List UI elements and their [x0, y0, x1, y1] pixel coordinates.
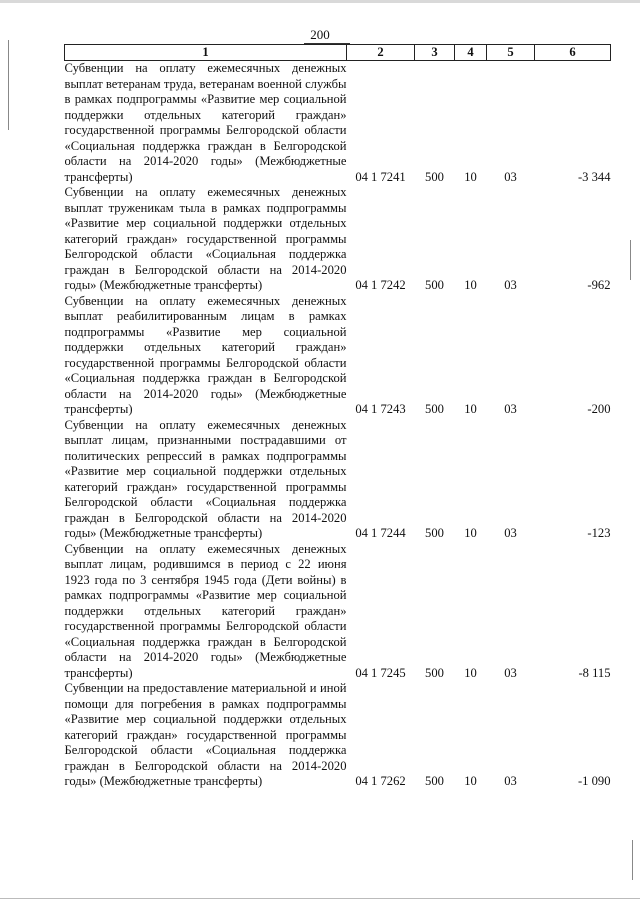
- column-header-2: 2: [347, 45, 415, 61]
- row-section: 10: [464, 665, 477, 680]
- table-row: [65, 542, 611, 682]
- row-section: 10: [464, 278, 477, 292]
- row-subsection: 03: [504, 169, 517, 184]
- row-section: 10: [464, 774, 477, 788]
- row-expense-type: 500: [425, 169, 444, 184]
- scan-edge-left: [8, 40, 9, 130]
- row-target-code: 04 1 7243: [355, 402, 406, 416]
- table-row: [65, 61, 611, 186]
- row-target-code: 04 1 7262: [355, 774, 406, 788]
- row-target-code: 04 1 7244: [355, 526, 406, 540]
- column-header-5: 5: [487, 45, 535, 61]
- row-description: Субвенции на оплату ежемесячных денежных выплат реабилитированным лицам в рамках подпрограммы «Развитие мер социальной поддержки отдельных категорий граждан» государственной программы Белгородской области «Социальная поддержка граждан в Белгородской области на 2014-2020 годы» (Межбюджетные трансферты): [64, 293, 347, 416]
- row-amount: -123: [587, 526, 611, 540]
- row-amount: -200: [587, 402, 611, 416]
- page-number: 200: [310, 27, 330, 42]
- row-description: Субвенции на оплату ежемесячных денежных выплат труженикам тыла в рамках подпрограммы «Развитие мер социальной поддержки отдельных категорий граждан» государственной программы Белгородской области «Социальная поддержка граждан в Белгородской области на 2014-2020 годы» (Межбюджетные трансферты): [64, 185, 347, 292]
- scan-edge-top: [0, 0, 640, 3]
- row-section: 10: [464, 526, 477, 540]
- column-header-4: 4: [455, 45, 487, 61]
- column-header-3: 3: [415, 45, 455, 61]
- budget-table: [64, 44, 611, 790]
- scan-edge-bottom: [0, 898, 640, 899]
- row-subsection: 03: [504, 278, 517, 292]
- row-subsection: 03: [504, 774, 517, 788]
- row-description: Субвенции на предоставление материальной и иной помощи для погребения в рамках подпрограммы «Развитие мер социальной поддержки отдельных категорий граждан» государственной программы Белгородской области «Социальная поддержка граждан в Белгородской области на 2014-2020 годы» (Межбюджетные трансферты): [64, 681, 347, 788]
- table-row: [65, 681, 611, 790]
- row-target-code: 04 1 7242: [355, 278, 406, 292]
- row-description: Субвенции на оплату ежемесячных денежных выплат ветеранам труда, ветеранам военной службы в рамках подпрограммы «Развитие мер социальной поддержки отдельных категорий граждан» государственной программы Белгородской области «Социальная поддержка граждан в Белгородской области на 2014-2020 годы» (Межбюджетные трансферты): [64, 61, 347, 184]
- table-header-row: [65, 45, 611, 61]
- row-description: Субвенции на оплату ежемесячных денежных выплат лицам, признанными пострадавшими от политических репрессий в рамках подпрограммы «Развитие мер социальной поддержки отдельных категорий граждан» государственной программы Белгородской области «Социальная поддержка граждан в Белгородской области на 2014-2020 годы» (Межбюджетные трансферты): [64, 417, 347, 540]
- row-subsection: 03: [504, 402, 517, 416]
- row-expense-type: 500: [425, 665, 444, 680]
- row-section: 10: [464, 169, 477, 184]
- row-section: 10: [464, 402, 477, 416]
- row-expense-type: 500: [425, 526, 444, 540]
- scan-edge-right-lower: [632, 840, 633, 880]
- column-header-6: 6: [535, 45, 611, 61]
- row-subsection: 03: [504, 665, 517, 680]
- row-expense-type: 500: [425, 774, 444, 788]
- row-target-code: 04 1 7245: [355, 665, 406, 680]
- scan-edge-right: [630, 240, 631, 280]
- row-target-code: 04 1 7241: [355, 169, 406, 184]
- table-row: [65, 294, 611, 418]
- row-expense-type: 500: [425, 278, 444, 292]
- table-row: [65, 185, 611, 294]
- row-amount: -962: [587, 278, 611, 292]
- row-description: Субвенции на оплату ежемесячных денежных выплат лицам, родившимся в период с 22 июня 1923 года по 3 сентября 1945 года (Дети войны) в рамках подпрограммы «Развитие мер социальной поддержки отдельных категорий граждан» государственной программы Белгородской области «Социальная поддержка граждан в Белгородской области на 2014-2020 годы» (Межбюджетные трансферты): [64, 541, 347, 680]
- row-amount: -1 090: [577, 774, 611, 788]
- row-amount: -8 115: [578, 665, 611, 680]
- row-subsection: 03: [504, 526, 517, 540]
- column-header-1: 1: [65, 45, 347, 61]
- row-expense-type: 500: [425, 402, 444, 416]
- table-row: [65, 418, 611, 542]
- row-amount: -3 344: [577, 169, 611, 184]
